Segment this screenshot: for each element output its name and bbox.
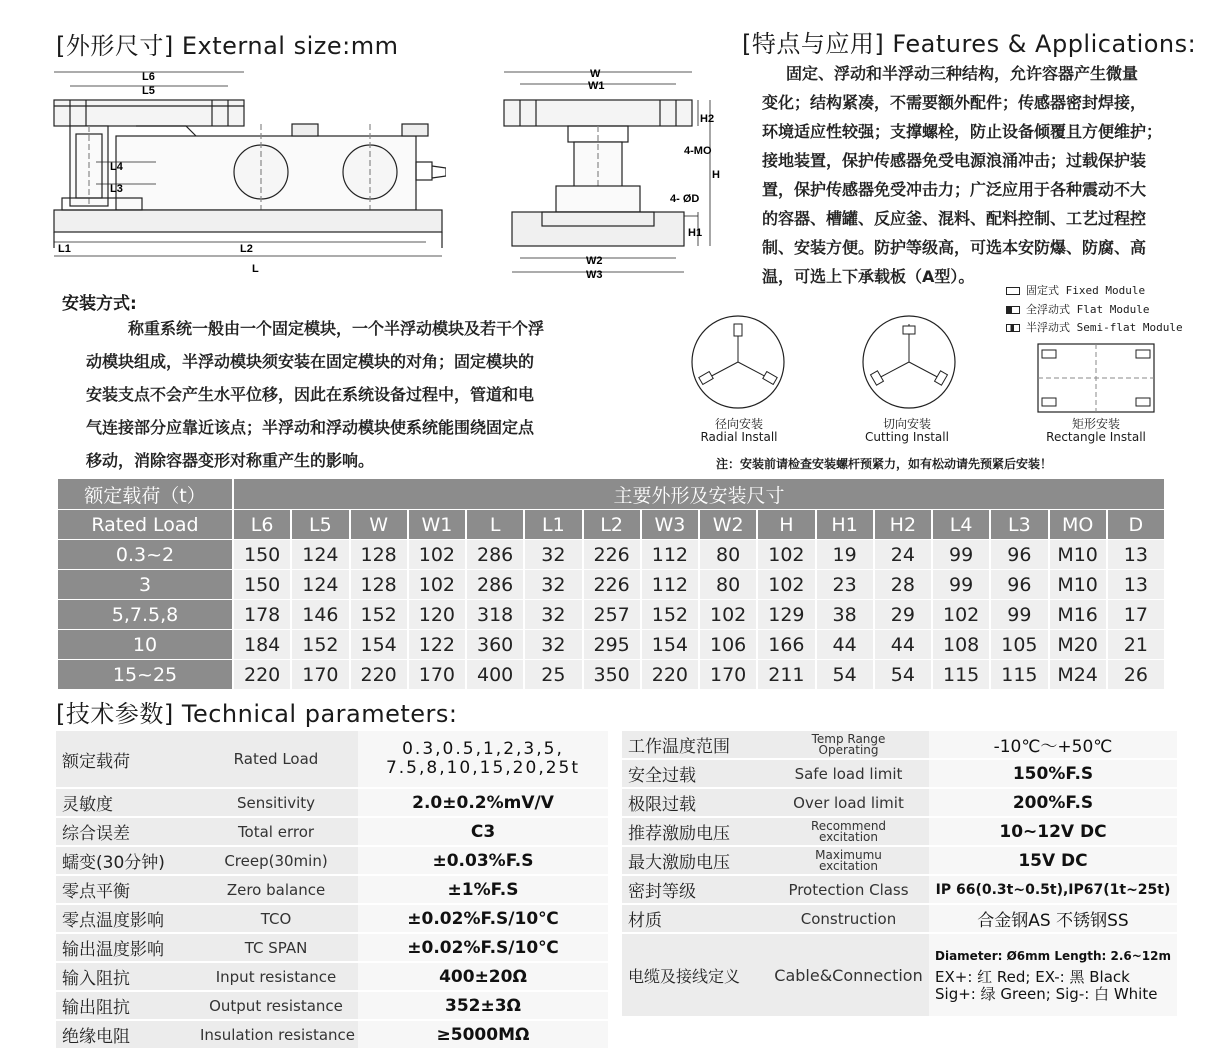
table-cell: 152 [292,629,348,659]
cable-line: EX+: 红 Red; EX-: 黑 Black [935,967,1130,986]
col-header: L6 [234,509,290,539]
param-name-zh: 额定载荷 [56,731,194,787]
table-cell: 96 [991,539,1047,569]
param-name-en: Insulation resistance [194,1021,358,1048]
param-name-en-line: excitation [818,858,879,873]
table-cell: 360 [467,629,523,659]
rated-load-cell: 0.3~2 [58,539,232,569]
table-cell: 220 [642,659,698,689]
param-row [56,789,608,816]
rated-load-cell: 5,7.5,8 [58,599,232,629]
table-cell: 17 [1108,599,1164,629]
param-value [358,731,608,787]
param-name-zh: 最大激励电压 [622,847,768,874]
external-size-heading [56,26,398,61]
table-cell: 122 [409,629,465,659]
table-cell: 400 [467,659,523,689]
install-line: 动模块组成，半浮动模块须安装在固定模块的对角；固定模块的 [86,352,535,371]
col-header: L3 [991,509,1047,539]
param-name-en-line: Recommend [810,818,887,833]
tech-params-right [622,729,1177,1018]
front-view-drawing [46,66,446,281]
table-cell: 257 [584,599,640,629]
table-cell: 211 [758,659,814,689]
param-name-zh: 输入阻抗 [56,963,194,990]
col-header: H2 [875,509,931,539]
param-value: 200%F.S [929,789,1177,816]
table-cell: 152 [351,599,407,629]
table-cell: 44 [817,629,873,659]
install-text [86,312,646,477]
features-line: 置，保护传感器免受冲击力；广泛应用于各种震动不大 [762,180,1147,199]
param-value: 2.0±0.2%mV/V [358,789,608,816]
table-cell: 350 [584,659,640,689]
table-row [58,539,1164,569]
table-cell: 102 [758,569,814,599]
table-cell: 102 [409,569,465,599]
table-cell: 152 [642,599,698,629]
label-h2: H2 [700,113,715,125]
col-header: L2 [584,509,640,539]
table-row [58,599,1164,629]
label-w2: W2 [586,255,603,267]
col-header: L [467,509,523,539]
param-name-en: TC SPAN [194,934,358,961]
cable-name-en: Cable&Connection [768,934,929,1016]
param-value: 15V DC [929,847,1177,874]
col-header: L1 [525,509,581,539]
param-name-zh: 极限过载 [622,789,768,816]
semi-flat-module-icon [1006,324,1020,332]
param-name-en [768,731,929,758]
label-l5: L5 [142,85,155,97]
param-name-zh: 密封等级 [622,876,768,903]
table-cell: 220 [351,659,407,689]
param-row [56,818,608,845]
param-row [622,789,1177,816]
install-line: 安装支点不会产生水平位移，因此在系统设备过程中，管道和电 [86,385,535,404]
table-cell: 26 [1108,659,1164,689]
cable-line: Sig+: 绿 Green; Sig-: 白 White [935,984,1158,1003]
table-cell: 32 [525,599,581,629]
table-cell: 128 [351,539,407,569]
table-cell: 99 [991,599,1047,629]
param-name-en: Construction [768,905,929,932]
param-row [622,876,1177,903]
col-header: H1 [817,509,873,539]
label-l1: L1 [58,243,71,255]
param-row [622,905,1177,932]
table-cell: 32 [525,629,581,659]
param-name-zh: 材质 [622,905,768,932]
tech-params-left [56,729,608,1050]
param-row [56,963,608,990]
table-cell: 29 [875,599,931,629]
table-cell: 38 [817,599,873,629]
param-name-en-line: excitation [818,829,879,844]
param-name-en-line: Operating [818,742,879,757]
param-value: C3 [358,818,608,845]
param-row [56,934,608,961]
heading-en: Features & Applications: [892,30,1197,58]
fixed-module-icon [1006,287,1020,295]
features-line: 固定、浮动和半浮动三种结构，允许容器产生微量 [786,64,1139,83]
rated-load-cell: 15~25 [58,659,232,689]
col-header: W1 [409,509,465,539]
table-cell: 124 [292,539,348,569]
col-header: H [758,509,814,539]
module-legend [1006,282,1183,338]
table-cell: 286 [467,569,523,599]
table-cell: 154 [642,629,698,659]
param-row [622,760,1177,787]
heading-unit: :mm [342,32,399,60]
table-cell: 19 [817,539,873,569]
cable-line: Diameter: Ø6mm Length: 2.6~12m [935,948,1172,963]
param-name-en: Sensitivity [194,789,358,816]
table-cell: 115 [991,659,1047,689]
table-cell: 318 [467,599,523,629]
param-value: 150%F.S [929,760,1177,787]
table-cell: 24 [875,539,931,569]
table-cell: 150 [234,569,290,599]
table-cell: 54 [817,659,873,689]
table-row [58,659,1164,689]
param-row [56,847,608,874]
label-mo: 4-MO [684,145,712,157]
table-row [58,629,1164,659]
radial-install-diagram [686,314,791,414]
label-l2: L2 [240,243,253,255]
table-cell: 80 [700,539,756,569]
table-cell: 295 [584,629,640,659]
rated-load-en-header: Rated Load [58,509,232,539]
table-cell: 178 [234,599,290,629]
param-name-en: Over load limit [768,789,929,816]
param-name-zh: 工作温度范围 [622,731,768,758]
label-d: 4- ØD [670,193,700,205]
table-cell: 21 [1108,629,1164,659]
install-line: 气连接部分应靠近该点；半浮动和浮动模块使系统能围绕固定点 [86,418,535,437]
table-cell: 44 [875,629,931,659]
table-cell: 220 [234,659,290,689]
dimension-table [56,479,1166,689]
param-name-en [768,847,929,874]
label-h: H [712,169,720,181]
label-w1: W1 [588,80,605,92]
param-row [56,905,608,932]
table-cell: 102 [758,539,814,569]
table-cell: 99 [933,539,989,569]
radial-install-label: 径向安装 Radial Install [700,417,778,444]
rated-load-cell: 10 [58,629,232,659]
table-cell: 105 [991,629,1047,659]
table-cell: 150 [234,539,290,569]
tech-heading [56,694,458,729]
param-name-en [768,818,929,845]
param-name-en-line: Temp Range [811,731,886,746]
table-cell: 170 [700,659,756,689]
param-row [56,1021,608,1048]
table-cell: 129 [758,599,814,629]
param-name-en-line: Maximumu [815,847,882,862]
param-name-en: Creep(30min) [194,847,358,874]
legend-item-semi: 半浮动式 Semi-flat Module [1006,319,1183,338]
col-header: L5 [292,509,348,539]
legend-item-flat: 全浮动式 Flat Module [1006,301,1183,320]
label-h1: H1 [688,227,703,239]
label-l4: L4 [110,161,123,173]
legend-item-fixed: 固定式 Fixed Module [1006,282,1183,301]
table-cell: 166 [758,629,814,659]
param-value: ±0.02%F.S/10℃ [358,934,608,961]
table-cell: 226 [584,569,640,599]
heading-en: External size [181,32,343,60]
features-text [762,59,1202,291]
features-line: 变化；结构紧凑，不需要额外配件；传感器密封焊接， [762,93,1147,112]
table-cell: 13 [1108,569,1164,599]
table-cell: 226 [584,539,640,569]
install-note: 注：安装前请检查安装螺杆预紧力，如有松动请先预紧后安装！ [716,457,1053,471]
table-cell: M20 [1050,629,1106,659]
label-l6: L6 [142,71,155,83]
table-cell: M10 [1050,539,1106,569]
table-cell: 80 [700,569,756,599]
table-cell: 28 [875,569,931,599]
table-cell: 146 [292,599,348,629]
group-header: 主要外形及安装尺寸 [234,479,1164,509]
cutting-install-label: 切向安装 Cutting Install [865,417,949,444]
features-line: 的容器、槽罐、反应釜、混料、配料控制、工艺过程控 [762,209,1147,228]
rated-load-zh-header: 额定载荷（t） [58,479,232,509]
param-value: ±1%F.S [358,876,608,903]
param-name-zh: 灵敏度 [56,789,194,816]
heading-zh: [外形尺寸] [56,32,174,60]
table-row [58,569,1164,599]
flat-module-icon [1006,306,1020,314]
col-header: MO [1050,509,1106,539]
param-row [56,992,608,1019]
table-cell: 32 [525,539,581,569]
param-name-en: Protection Class [768,876,929,903]
side-view-drawing [498,66,726,281]
table-cell: 32 [525,569,581,599]
table-cell: 54 [875,659,931,689]
heading-zh: [技术参数] [56,700,174,728]
rated-load-cell: 3 [58,569,232,599]
param-value: 400±20Ω [358,963,608,990]
table-cell: 286 [467,539,523,569]
col-header: W3 [642,509,698,539]
table-cell: 170 [292,659,348,689]
table-cell: 96 [991,569,1047,599]
label-w3: W3 [586,269,603,281]
param-name-zh: 绝缘电阻 [56,1021,194,1048]
install-title: 安装方式: [62,294,137,314]
param-name-zh: 安全过载 [622,760,768,787]
param-name-zh: 输出温度影响 [56,934,194,961]
label-l: L [252,263,259,275]
install-line: 移动，消除容器变形对称重产生的影响。 [86,451,375,470]
table-cell: 128 [351,569,407,599]
param-name-en: Input resistance [194,963,358,990]
param-value: 合金钢AS 不锈钢SS [929,905,1177,932]
rectangle-install-label: 矩形安装 Rectangle Install [1046,417,1146,444]
install-line: 称重系统一般由一个固定模块，一个半浮动模块及若干个浮 [128,319,545,338]
table-cell: 120 [409,599,465,629]
param-name-en: Total error [194,818,358,845]
table-cell: 112 [642,569,698,599]
col-header: W2 [700,509,756,539]
param-row [56,731,608,787]
param-name-en: Zero balance [194,876,358,903]
features-line: 接地装置，保护传感器免受电源浪涌冲击；过载保护装 [762,151,1147,170]
param-name-zh: 输出阻抗 [56,992,194,1019]
param-name-en: Rated Load [194,731,358,787]
table-cell: 154 [351,629,407,659]
heading-en: Technical parameters: [181,700,458,728]
table-cell: M24 [1050,659,1106,689]
param-value-line: 0.3,0.5,1,2,3,5, [402,739,564,759]
table-cell: 124 [292,569,348,599]
param-row [56,876,608,903]
cable-value [929,934,1177,1016]
param-name-en: TCO [194,905,358,932]
table-cell: 102 [700,599,756,629]
table-cell: 102 [933,599,989,629]
features-line: 环境适应性较强；支撑螺栓，防止设备倾覆且方便维护； [762,122,1163,141]
cutting-install-diagram [857,314,962,414]
features-heading [742,24,1196,59]
param-value: ≥5000MΩ [358,1021,608,1048]
cable-row [622,934,1177,1016]
table-cell: 13 [1108,539,1164,569]
features-line: 温，可选上下承载板（A型）。 [762,267,975,286]
table-cell: 115 [933,659,989,689]
param-row [622,847,1177,874]
rectangle-install-diagram [1036,342,1156,414]
param-name-zh: 零点温度影响 [56,905,194,932]
label-w: W [590,68,601,80]
table-cell: 112 [642,539,698,569]
param-value: ±0.03%F.S [358,847,608,874]
heading-zh: [特点与应用] [742,30,885,58]
table-cell: 25 [525,659,581,689]
param-row [622,818,1177,845]
table-cell: 106 [700,629,756,659]
param-name-zh: 蠕变(30分钟) [56,847,194,874]
param-value: ±0.02%F.S/10℃ [358,905,608,932]
table-cell: M16 [1050,599,1106,629]
param-value: 10~12V DC [929,818,1177,845]
col-header: L4 [933,509,989,539]
label-l3: L3 [110,183,123,195]
table-cell: 102 [409,539,465,569]
features-line: 制、安装方便。防护等级高，可选本安防爆、防腐、高 [762,238,1147,257]
table-cell: 184 [234,629,290,659]
param-row [622,731,1177,758]
param-name-zh: 综合误差 [56,818,194,845]
param-name-zh: 推荐激励电压 [622,818,768,845]
param-name-en: Safe load limit [768,760,929,787]
col-header: W [351,509,407,539]
cable-name-zh: 电缆及接线定义 [622,934,768,1016]
param-name-en: Output resistance [194,992,358,1019]
table-cell: M10 [1050,569,1106,599]
table-cell: 170 [409,659,465,689]
table-cell: 23 [817,569,873,599]
table-cell: 99 [933,569,989,599]
param-value: IP 66(0.3t~0.5t),IP67(1t~25t) [929,876,1177,903]
col-header: D [1108,509,1164,539]
table-cell: 108 [933,629,989,659]
param-value: 352±3Ω [358,992,608,1019]
param-name-zh: 零点平衡 [56,876,194,903]
param-value: -10℃～+50℃ [929,731,1177,758]
param-value-line: 7.5,8,10,15,20,25t [385,758,581,778]
